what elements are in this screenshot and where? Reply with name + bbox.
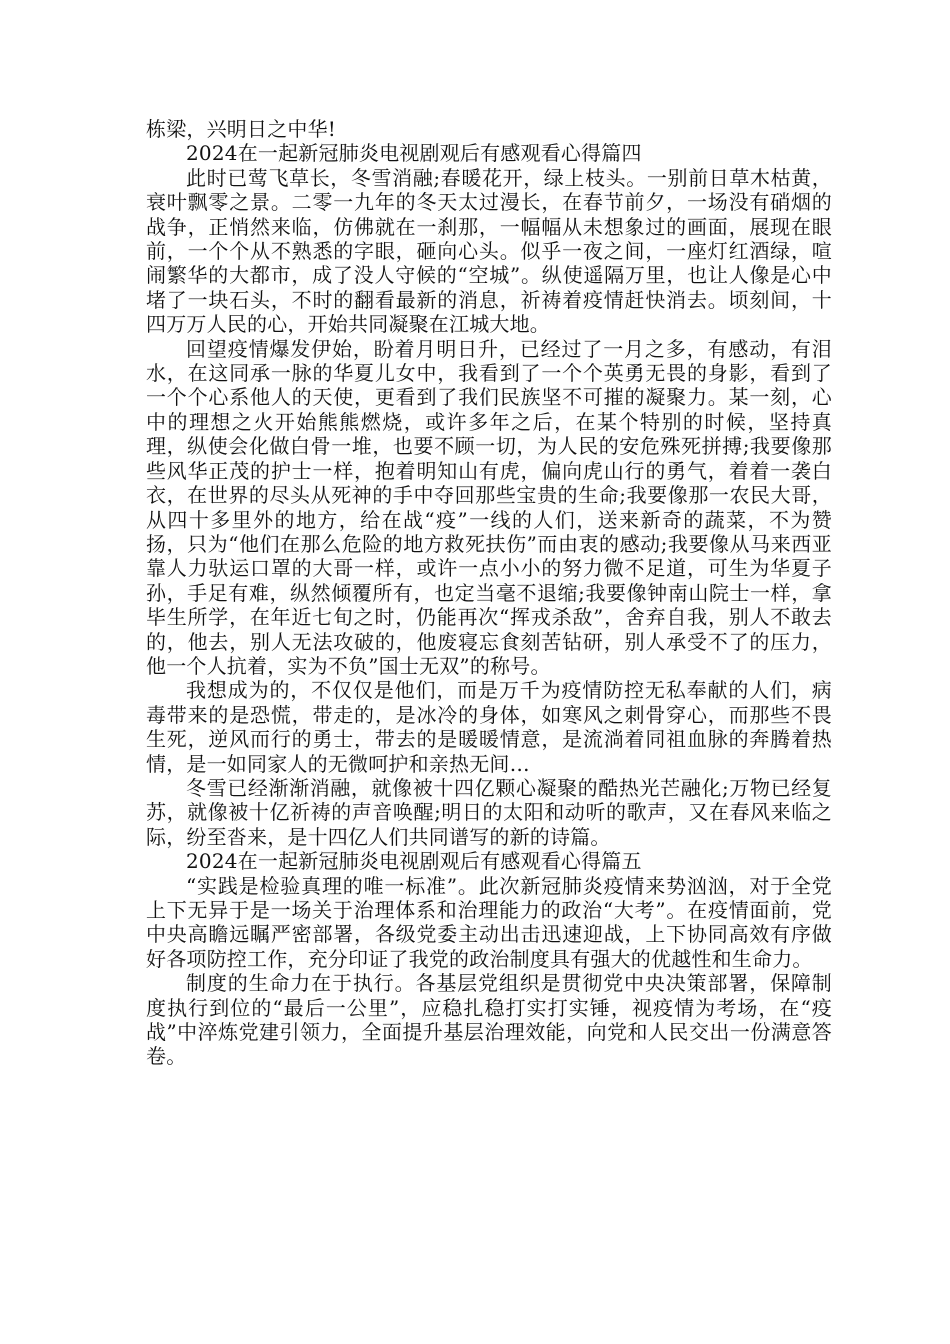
section-heading-part-four: 2024在一起新冠肺炎电视剧观后有感观看心得篇四 [186,141,642,166]
paragraph: 我想成为的，不仅仅是他们，而是万千为疫情防控无私奉献的人们，病毒带来的是恐慌，带走的，是冰冷的身体，如寒风之刺骨穿心，而那些不畏生死，逆风而行的勇士，带去的是暖暖情意，是流淌着同祖血脉的奔腾着热情，是一如同家人的无微呵护和亲热无间… [146,678,832,776]
paragraph: 冬雪已经渐渐消融，就像被十四亿颗心凝聚的酷热光芒融化;万物已经复苏，就像被十亿祈祷的声音唤醒;明日的太阳和动听的歌声，又在春风来临之际，纷至沓来，是十四亿人们共同谱写的新的诗篇。 [146,775,832,849]
section-heading-part-five: 2024在一起新冠肺炎电视剧观后有感观看心得篇五 [186,849,642,874]
paragraph-continuation: 栋梁，兴明日之中华! [146,117,337,141]
paragraph: 回望疫情爆发伊始，盼着月明日升，已经过了一月之多，有感动，有泪水，在这同承一脉的华夏儿女中，我看到了一个个英勇无畏的身影，看到了一个个心系他人的天使，更看到了我们民族坚不可摧的凝聚力。某一刻，心中的理想之火开始熊熊燃烧，或许多年之后，在某个特别的时候，坚持真理，纵使会化做白骨一堆，也要不顾一切，为人民的安危殊死拼搏;我要像那些风华正茂的护士一样，抱着明知山有虎，偏向虎山行的勇气，着着一袭白衣，在世界的尽头从死神的手中夺回那些宝贵的生命;我要像那一农民大哥，从四十多里外的地方，给在战“疫”一线的人们，送来新奇的蔬菜，不为赞扬，只为“他们在那么危险的地方救死扶伤”而由衷的感动;我要像从马来西亚靠人力驮运口罩的大哥一样，或许一点小小的努力微不足道，可生为华夏子孙，手足有难，纵然倾覆所有，也定当毫不退缩;我要像钟南山院士一样，拿毕生所学，在年近七旬之时，仍能再次“挥戎杀敌”，舍弃自我，别人不敢去的，他去，别人无法攻破的，他废寝忘食刻苦钻研，别人承受不了的压力，他一个人抗着，实为不负”国士无双”的称号。 [146,336,832,678]
paragraph: 制度的生命力在于执行。各基层党组织是贯彻党中央决策部署，保障制度执行到位的“最后一公里”，应稳扎稳打实打实锤，视疫情为考场，在“疫战”中淬炼党建引领力，全面提升基层治理效能，向党和人民交出一份满意答卷。 [146,971,832,1069]
paragraph: “实践是检验真理的唯一标准”。此次新冠肺炎疫情来势汹汹，对于全党上下无异于是一场关于治理体系和治理能力的政治“大考”。在疫情面前，党中央高瞻远瞩严密部署，各级党委主动出击迅速迎战，上下协同高效有序做好各项防控工作，充分印证了我党的政治制度具有强大的优越性和生命力。 [146,873,832,971]
document-page [146,117,832,1069]
paragraph: 此时已莺飞草长，冬雪消融;春暖花开，绿上枝头。一别前日草木枯黄，衰叶飘零之景。二零一九年的冬天太过漫长，在春节前夕，一场没有硝烟的战争，正悄然来临，仿佛就在一刹那，一幅幅从未想象过的画面，展现在眼前，一个个从不熟悉的字眼，砸向心头。似乎一夜之间，一座灯红酒绿，喧闹繁华的大都市，成了没人守候的“空城”。纵使遥隔万里，也让人像是心中堵了一块石头，不时的翻看最新的消息，祈祷着疫情赶快消去。顷刻间，十四万万人民的心，开始共同凝聚在江城大地。 [146,165,832,337]
